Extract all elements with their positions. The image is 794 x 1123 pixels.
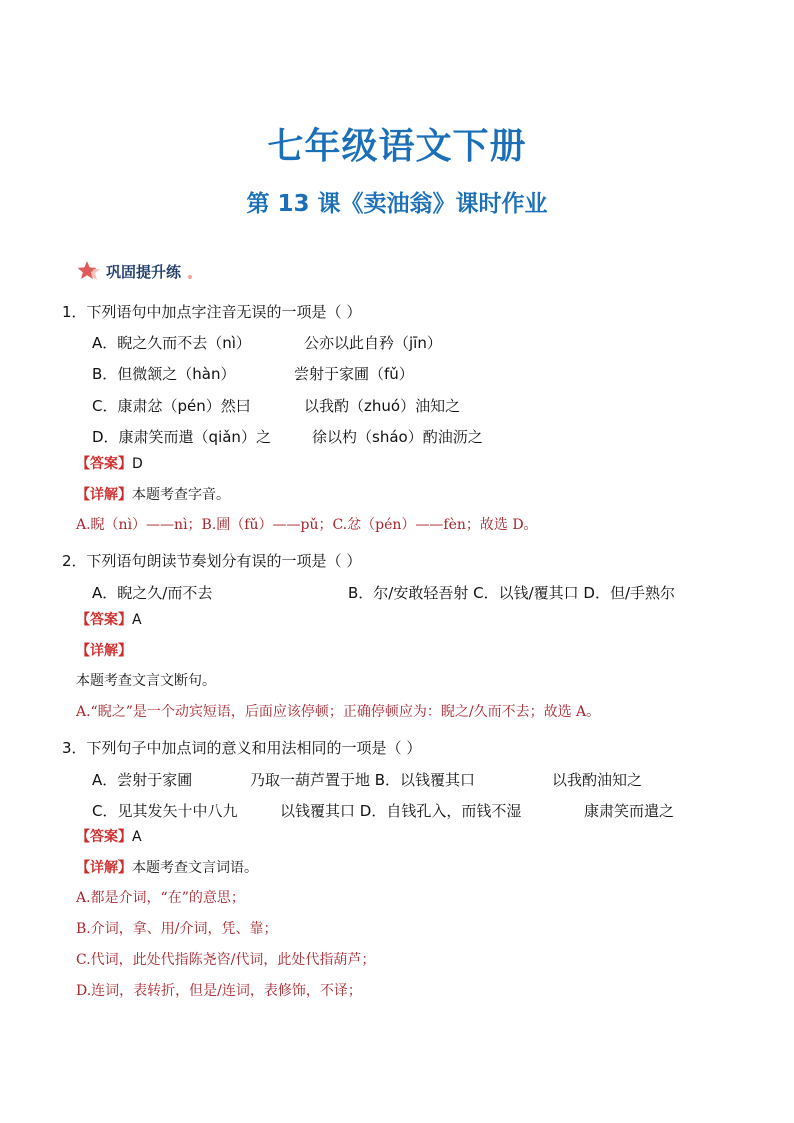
section-dot xyxy=(188,275,192,279)
q3-answer xyxy=(76,826,142,846)
detail-text: 本题考查文言词语。 xyxy=(132,860,258,876)
section-label: 巩固提升练 xyxy=(106,263,182,281)
detail-tag: 【详解】 xyxy=(76,643,132,659)
q3-explanation-b: B.介词，拿、用/介词，凭、靠； xyxy=(76,921,278,937)
q1-option-c-b: 以我酌（zhuó）油知之 xyxy=(304,397,461,415)
page-title: 七年级语文下册 xyxy=(267,126,527,167)
answer-value: D xyxy=(132,456,143,472)
q3-explanation-c: C.代词，此处代指陈尧咨/代词，此处代指葫芦； xyxy=(76,952,376,968)
q3-option-c-b: 以钱覆其口 D．自钱孔入，而钱不湿 xyxy=(280,802,522,820)
q1-detail xyxy=(76,484,230,504)
q2-answer xyxy=(76,609,142,629)
star-icon xyxy=(76,260,102,282)
q2-detail: 本题考查文言文断句。 xyxy=(76,673,216,689)
q2-options-bcd: B．尔/安敢轻吾射 C．以钱/覆其口 D．但/手熟尔 xyxy=(348,584,676,602)
q3-option-c: C．见其发矢十中八九 xyxy=(92,802,238,820)
q3-detail xyxy=(76,857,258,877)
detail-tag: 【详解】 xyxy=(76,487,132,503)
answer-tag: 【答案】 xyxy=(76,829,132,845)
question-2-stem: 2．下列语句朗读节奏划分有误的一项是（ ） xyxy=(62,552,362,570)
q3-option-a: A．尝射于家圃 xyxy=(92,771,193,789)
q2-option-a: A．睨之久/而不去 xyxy=(92,584,213,602)
q1-option-b-b: 尝射于家圃（fǔ） xyxy=(294,365,414,383)
q1-option-a-b: 公亦以此自矜（jīn） xyxy=(304,334,442,352)
q1-explanation: A.睨（nì）——nì；B.圃（fǔ）——pǔ；C.忿（pén）——fèn；故选 D。 xyxy=(76,517,538,533)
q3-option-b-b: 以我酌油知之 xyxy=(552,771,643,789)
q1-option-c: C．康肃忿（pén）然曰 xyxy=(92,397,251,415)
question-1-stem: 1．下列语句中加点字注音无误的一项是（ ） xyxy=(62,303,362,321)
detail-text: 本题考查字音。 xyxy=(132,487,230,503)
q1-option-b: B．但微颔之（hàn） xyxy=(92,365,236,383)
q3-option-a-b: 乃取一葫芦置于地 B．以钱覆其口 xyxy=(250,771,476,789)
page-subtitle: 第 13 课《卖油翁》课时作业 xyxy=(246,191,548,217)
question-3-stem: 3．下列句子中加点词的意义和用法相同的一项是（ ） xyxy=(62,739,422,757)
q1-answer xyxy=(76,453,143,473)
q2-detail-tag xyxy=(76,640,132,660)
answer-value: A xyxy=(132,829,142,845)
detail-tag: 【详解】 xyxy=(76,860,132,876)
q3-explanation-d: D.连词，表转折，但是/连词，表修饰，不译； xyxy=(76,983,362,999)
answer-tag: 【答案】 xyxy=(76,612,132,628)
q1-option-d: D．康肃笑而遣（qiǎn）之 xyxy=(92,428,271,446)
q2-explanation: A.“睨之”是一个动宾短语，后面应该停顿；正确停顿应为：睨之/久而不去；故选 A。 xyxy=(76,704,601,720)
q1-option-a: A．睨之久而不去（nì） xyxy=(92,334,251,352)
answer-tag: 【答案】 xyxy=(76,456,132,472)
q1-option-d-b: 徐以杓（sháo）酌油沥之 xyxy=(312,428,483,446)
q3-option-d-b: 康肃笑而遣之 xyxy=(584,802,675,820)
answer-value: A xyxy=(132,612,142,628)
q3-explanation-a: A.都是介词，“在”的意思； xyxy=(76,890,245,906)
